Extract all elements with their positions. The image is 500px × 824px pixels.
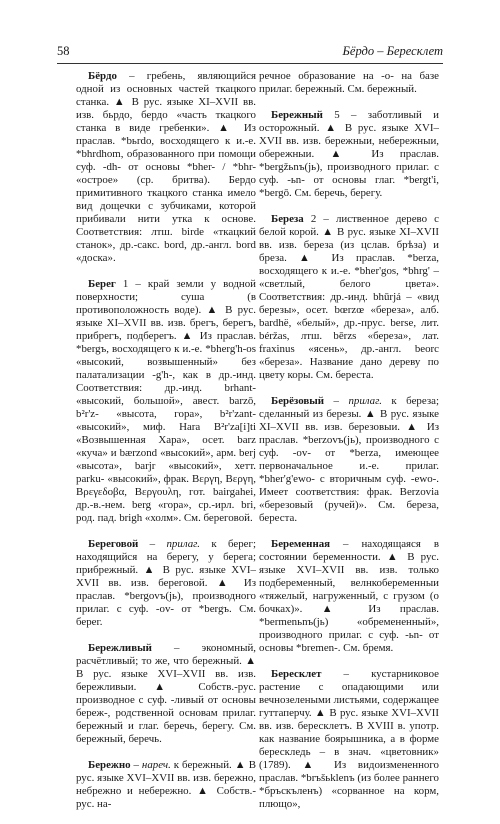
entry-lemma: Бёрдо — [88, 70, 117, 82]
entry-body: к бережный. ▲ В рус. языке XVI–XVII вв. изв. бережно, небрежно и небережно. ▲ Собств.-рус. на- — [76, 759, 256, 810]
left-column — [76, 70, 256, 824]
header-rule — [57, 63, 443, 64]
entry-lemma: Бережный — [271, 109, 323, 121]
entry-lemma: Берёзовый — [271, 395, 325, 407]
entry-lemma: Бересклет — [271, 668, 322, 680]
entry-lemma: Бережливый — [88, 642, 152, 654]
right-column — [259, 70, 439, 824]
entry-body: к береза; сделанный из березы. ▲ В рус. языке XI–XVII вв. изв. березовыи. ▲ Из праслав. *berzovъ(jь), производного с суф. -ov- от *berza, имеющее первоначальное и.-е. прилаг. *bher'g'ewo- с вторичным суф. -ewo-. Имеет соответствия: фрак. Berzovia «березовый (ручей)». См. береза, береста. — [259, 395, 439, 524]
entry-body: – экономный, расчётливый; то же, что бережный. ▲ В рус. языке XVI–XVII вв. изв. бережливыи. ▲ Собств.-рус. производное с суф. -ливый от основы береж-, родственной основам прилаг. бережный и глаг. беречь, берегу. См. бережный, беречь. — [76, 642, 256, 745]
page-header — [57, 44, 443, 62]
entry-berezhny — [259, 109, 439, 200]
entry-lemma: Береза — [271, 213, 304, 225]
entry-pos: – нареч. — [130, 759, 171, 771]
entry-lemma: Беременная — [271, 538, 331, 550]
entry-body: 2 – лиственное дерево с белой корой. ▲ В рус. языке XI–XVII вв. изв. береза (из цслав. брѣза) и бреза. ▲ Из праслав. *berza, восходящего к и.-е. *bher'gos, *bhrg' – «светлый, белого цвета». Соответствия: др.-инд. bhūrjá – «вид березы», осет. bœrzœ «береза», алб. bardhë, «белый», др.-прус. berse, лит. béržas, лтш. bērzs «береза», лат. fraxinus «ясень», др.-англ. beorc «береза». Название дано дереву по цвету коры. См. береста. — [259, 213, 439, 381]
running-title: Бёрдо – Бересклет — [342, 44, 443, 58]
entry-body: – находящаяся в состоянии беременности. ▲ В рус. языке XVI–XVII вв. изв. только подбеременный, велнкобеременныи «тяжелый, нагруженный, с грузом (о бочках)». ▲ Из праслав. *bermenьnъ(jь) «обремененный», производного прилаг. с суф. -ьn- от основы *bremen-. См. бремя. — [259, 538, 439, 654]
entry-beresklet — [259, 668, 439, 811]
entry-pos: – прилаг. — [324, 395, 382, 407]
page-number: 58 — [57, 44, 70, 58]
entry-body: речное образование на -о- на базе прилаг. бережный. См. бережный. — [259, 70, 439, 95]
entry-body: 5 – заботливый и осторожный. ▲ В рус. языке XVI–XVII вв. изв. бережныи, небережныи, обережныи. ▲ Из праслав. *bergžьnъ(jь), производного прилаг. с суф. -ьn- от основы глаг. *bergt'i, *bergō. См. беречь, берегу. — [259, 109, 439, 199]
entry-body: – гребень, являющийся одной из основных частей ткацкого станка. ▲ В рус. языке XI–XVII вв. изв. бьрдо, бердо «часть ткацкого станка в виде гребенки». ▲ Из праслав. *bьrdo, восходящего к и.-е. *bhrdhom, образованного при помощи суф. -dh- от основы *bher- / *bhr- «острое» (ср. бритва). Бердо примитивного ткацкого станка имело вид дощечки с зубчиками, которой прибивали нити утка к основе. Соответствия: лтш. birde «ткацкий станок», др.-сакс. bord, др.-англ. bord «доска». — [76, 70, 256, 264]
entry-beremennaya — [259, 538, 439, 655]
entry-beryozovy — [259, 395, 439, 525]
entry-bereg — [76, 278, 256, 525]
entry-lemma: Берег — [88, 278, 116, 290]
entry-berdo — [76, 70, 256, 265]
entry-body: к берег; находящийся на берегу, у берега; прибрежный. ▲ В рус. языке XVI–XVII вв. изв. береговой. ▲ Из праслав. *bergovъ(jь), производного прилаг. с суф. -ov- от *bergъ. См. берег. — [76, 538, 256, 628]
entry-bereza — [259, 213, 439, 382]
entry-beregovoy — [76, 538, 256, 629]
entry-continuation — [259, 70, 439, 96]
entry-body: – кустарниковое растение с опадающими или вечнозелеными листьями, содержащее гуттаперчу. ▲ В рус. языке XVI–XVII вв. изв. бересклетъ. В XVIII в. употр. как название боярышника, а в форме берескледь – в знач. «цветовник» (1789). ▲ Из видоизмененного праслав. *brъšьklenъ (из более раннего *бръскъленъ) «сорванное на корм, плющо», — [259, 668, 439, 810]
entry-lemma: Бережно — [88, 759, 131, 771]
entry-body: 1 – край земли у водной поверхности; суша (в противоположность воде). ▲ В рус. языке XI–XVII вв. изв. брегъ, берегъ, прибрегъ, подберегъ. ▲ Из праслав. *bergъ, восходящего к и.-е. *bherg'h-os «высокий, возвышенный» без палатализации -g'h-, как в др.-инд. Соответствия: др.-инд. brhant- «высокий, большой», авест. barzō, b²r'z- «высота, гора», b²r'zant- «высокий», миф. Hara B²r'za[i]ti «Возвышенная Хара», осет. barz «куча» и bærzond «высокий», арм. berj «высота», barjr «высокий», хетт. parku- «высокий», фрак. Βεργη, Βεργη, Βρεγεδοβα, Βεργουλη, гот. bairgahei, др.-в.-нем. berg «гора», ср.-ирл. bri, род. пад. brigh «холм». См. береговой. — [76, 278, 256, 524]
entry-lemma: Береговой — [88, 538, 139, 550]
entry-pos: – прилаг. — [138, 538, 200, 550]
entry-berezhno — [76, 759, 256, 811]
entry-berezhlivy — [76, 642, 256, 746]
